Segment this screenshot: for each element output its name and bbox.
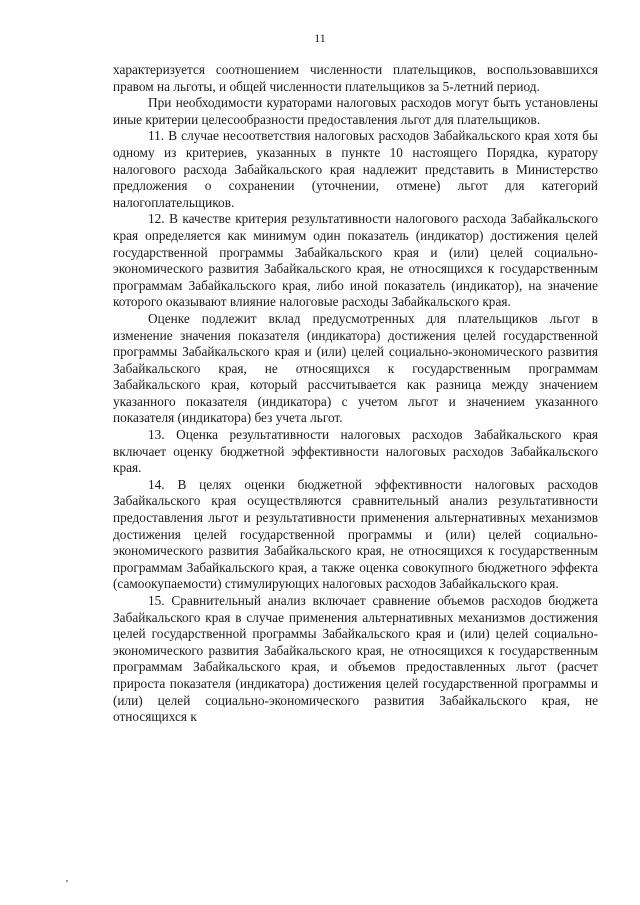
scan-speck bbox=[66, 880, 68, 882]
paragraph-assessment-contribution: Оценке подлежит вклад предусмотренных для плательщиков льгот в изменение значения показателя (индикатора) достижения целей государственной программы Забайкальского края и (или) целей социально-экономического развития Забайкальского края, не относящихся к государственным программам Забайкальского края, который рассчитывается как разница между значением указанного показателя (индикатора) с учетом льгот и значением указанного показателя (индикатора) без учета льгот. bbox=[113, 310, 598, 426]
paragraph-item-11: 11. В случае несоответствия налоговых расходов Забайкальского края хотя бы одному из критериев, указанных в пункте 10 настоящего Порядка, куратору налогового расхода Забайкальского края надлежит представить в Министерство предложения о сохранении (уточнении, отмене) льгот для категорий налогоплательщиков. bbox=[113, 128, 598, 210]
paragraph-continuation: характеризуется соотношением численности плательщиков, воспользовавшихся правом на льготы, и общей численности плательщиков за 5-летний период. bbox=[113, 62, 598, 94]
paragraph-item-15: 15. Сравнительный анализ включает сравнение объемов расходов бюджета Забайкальского края в случае применения альтернативных механизмов достижения целей государственной программы Забайкальского края и (или) целей социально-экономического развития Забайкальского края, не относящихся к государственным программам Забайкальского края, и объемов предоставленных льгот (расчет прироста показателя (индикатора) достижения целей государственной программы и (или) целей социально-экономического развития Забайкальского края, не относящихся к bbox=[113, 593, 598, 725]
paragraph-curators-criteria: При необходимости кураторами налоговых расходов могут быть установлены иные критерии целесообразности предоставления льгот для плательщиков. bbox=[113, 95, 598, 127]
paragraph-item-12: 12. В качестве критерия результативности налогового расхода Забайкальского края определяется как минимум один показатель (индикатор) достижения целей государственной программы Забайкальского края и (или) целей социально-экономического развития Забайкальского края, не относящихся к государственным программам Забайкальского края, либо иной показатель (индикатор), на значение которого оказывают влияние налоговые расходы Забайкальского края. bbox=[113, 211, 598, 310]
document-body bbox=[113, 62, 598, 726]
paragraph-item-13: 13. Оценка результативности налоговых расходов Забайкальского края включает оценку бюджетной эффективности налоговых расходов Забайкальского края. bbox=[113, 427, 598, 476]
paragraph-item-14: 14. В целях оценки бюджетной эффективности налоговых расходов Забайкальского края осуществляются сравнительный анализ результативности предоставления льгот и результативности применения альтернативных механизмов достижения целей государственной программы и (или) целей социально-экономического развития Забайкальского края, не относящихся к государственным программам Забайкальского края, а также оценка совокупного бюджетного эффекта (самоокупаемости) стимулирующих налоговых расходов Забайкальского края. bbox=[113, 476, 598, 592]
page-number: 11 bbox=[314, 31, 326, 45]
